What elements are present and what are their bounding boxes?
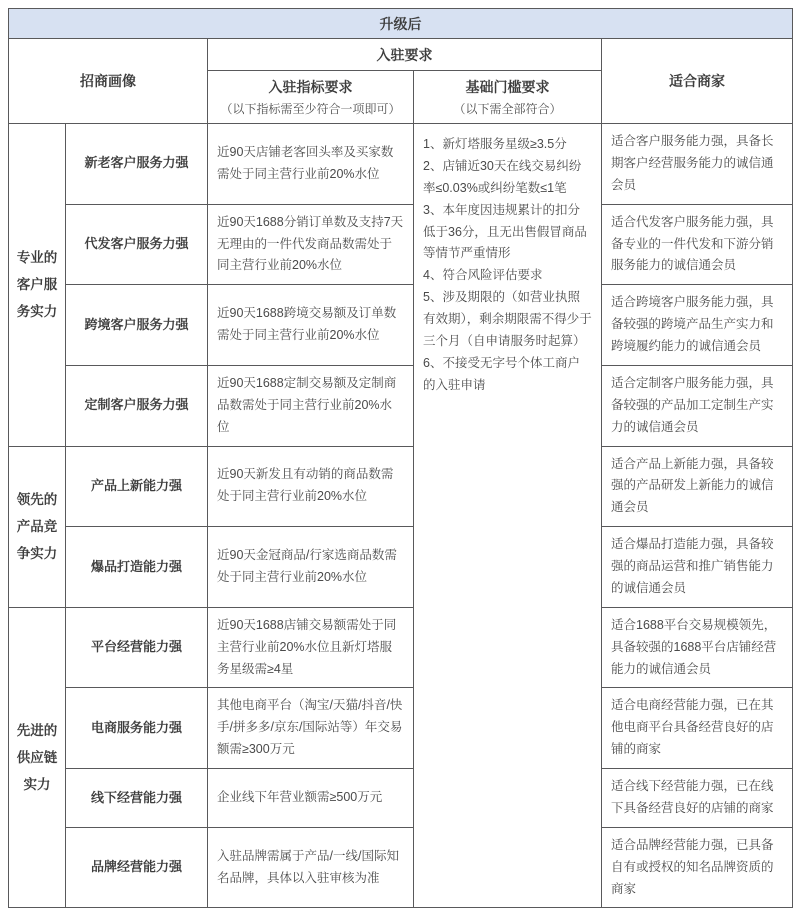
table-title-row: [9, 9, 793, 39]
table-row: [9, 124, 793, 205]
suitable-cell: 适合线下经营能力强，已在线下具备经营良好的店铺的商家: [602, 769, 793, 828]
suitable-cell: 适合定制客户服务能力强，具备较强的产品加工定制生产实力的诚信通会员: [602, 365, 793, 446]
group-cell: 领先的产品竞争实力: [9, 446, 66, 607]
table-row: [9, 446, 793, 527]
threshold-item: 3、本年度因违规累计的扣分低于36分，且无出售假冒商品等情节严重情形: [423, 202, 587, 261]
suitable-cell: 适合品牌经营能力强，已具备自有或授权的知名品牌资质的商家: [602, 827, 793, 908]
threshold-item: 5、涉及期限的（如营业执照有效期），剩余期限需不得少于三个月（自申请服务时起算）: [423, 290, 592, 348]
indicator-cell: 企业线下年营业额需≥500万元: [208, 769, 414, 828]
capability-cell: 定制客户服务力强: [66, 365, 208, 446]
capability-cell: 新老客户服务力强: [66, 124, 208, 205]
table-row: [9, 204, 793, 285]
indicator-cell: 近90天1688分销订单数及支持7天无理由的一件代发商品数需处于同主营行业前20%水位: [208, 204, 414, 285]
indicator-cell: 入驻品牌需属于产品/一线/国际知名品牌，具体以入驻审核为准: [208, 827, 414, 908]
threshold-item: 1、新灯塔服务星级≥3.5分: [423, 137, 567, 151]
indicator-header-label: 入驻指标要求: [268, 78, 353, 95]
indicator-header-note: （以下指标需至少符合一项即可）: [220, 101, 401, 116]
capability-cell: 产品上新能力强: [66, 446, 208, 527]
threshold-item: 2、店铺近30天在线交易纠纷率≤0.03%或纠纷笔数≤1笔: [423, 158, 582, 195]
threshold-item: 6、不接受无字号个体工商户的入驻申请: [423, 355, 580, 392]
threshold-cell: [414, 124, 602, 908]
indicator-cell: 近90天新发且有动销的商品数需处于同主营行业前20%水位: [208, 446, 414, 527]
table-row: [9, 365, 793, 446]
table-row: [9, 769, 793, 828]
capability-cell: 跨境客户服务力强: [66, 285, 208, 366]
indicator-cell: 其他电商平台（淘宝/天猫/抖音/快手/拼多多/京东/国际站等）年交易额需≥300万元: [208, 688, 414, 769]
table-body: [9, 124, 793, 908]
indicator-cell: 近90天1688店铺交易额需处于同主营行业前20%水位且新灯塔服务星级需≥4星: [208, 607, 414, 688]
threshold-header-note: （以下需全部符合）: [453, 101, 562, 116]
col-header-merchant-profile: 招商画像: [9, 39, 208, 124]
indicator-cell: 近90天1688跨境交易额及订单数需处于同主营行业前20%水位: [208, 285, 414, 366]
suitable-cell: 适合客户服务能力强，具备长期客户经营服务能力的诚信通会员: [602, 124, 793, 205]
threshold-item: 4、符合风险评估要求: [423, 268, 543, 283]
col-header-basic-threshold: [414, 71, 602, 124]
indicator-cell: 近90天1688定制交易额及定制商品数需处于同主营行业前20%水位: [208, 365, 414, 446]
table-row: [9, 688, 793, 769]
table-row: [9, 827, 793, 908]
col-header-entry-requirements: 入驻要求: [208, 39, 602, 71]
suitable-cell: 适合产品上新能力强，具备较强的产品研发上新能力的诚信通会员: [602, 446, 793, 527]
upgrade-requirements-table: [8, 8, 793, 908]
table-row: [9, 527, 793, 608]
group-cell: 专业的客户服务实力: [9, 124, 66, 447]
suitable-cell: 适合1688平台交易规模领先，具备较强的1688平台店铺经营能力的诚信通会员: [602, 607, 793, 688]
indicator-cell: 近90天金冠商品/行家选商品数需处于同主营行业前20%水位: [208, 527, 414, 608]
suitable-cell: 适合代发客户服务能力强，具备专业的一件代发和下游分销服务能力的诚信通会员: [602, 204, 793, 285]
table-row: [9, 285, 793, 366]
capability-cell: 代发客户服务力强: [66, 204, 208, 285]
capability-cell: 爆品打造能力强: [66, 527, 208, 608]
capability-cell: 品牌经营能力强: [66, 827, 208, 908]
table-row: [9, 607, 793, 688]
group-cell: 先进的供应链实力: [9, 607, 66, 908]
threshold-header-label: 基础门槛要求: [465, 78, 550, 95]
indicator-cell: 近90天店铺老客回头率及买家数需处于同主营行业前20%水位: [208, 124, 414, 205]
header-row-1: [9, 39, 793, 71]
col-header-indicator-requirements: [208, 71, 414, 124]
capability-cell: 电商服务能力强: [66, 688, 208, 769]
suitable-cell: 适合爆品打造能力强，具备较强的商品运营和推广销售能力的诚信通会员: [602, 527, 793, 608]
capability-cell: 线下经营能力强: [66, 769, 208, 828]
col-header-suitable-merchants: 适合商家: [602, 39, 793, 124]
suitable-cell: 适合跨境客户服务能力强，具备较强的跨境产品生产实力和跨境履约能力的诚信通会员: [602, 285, 793, 366]
suitable-cell: 适合电商经营能力强，已在其他电商平台具备经营良好的店铺的商家: [602, 688, 793, 769]
capability-cell: 平台经营能力强: [66, 607, 208, 688]
table-title: 升级后: [9, 9, 793, 39]
